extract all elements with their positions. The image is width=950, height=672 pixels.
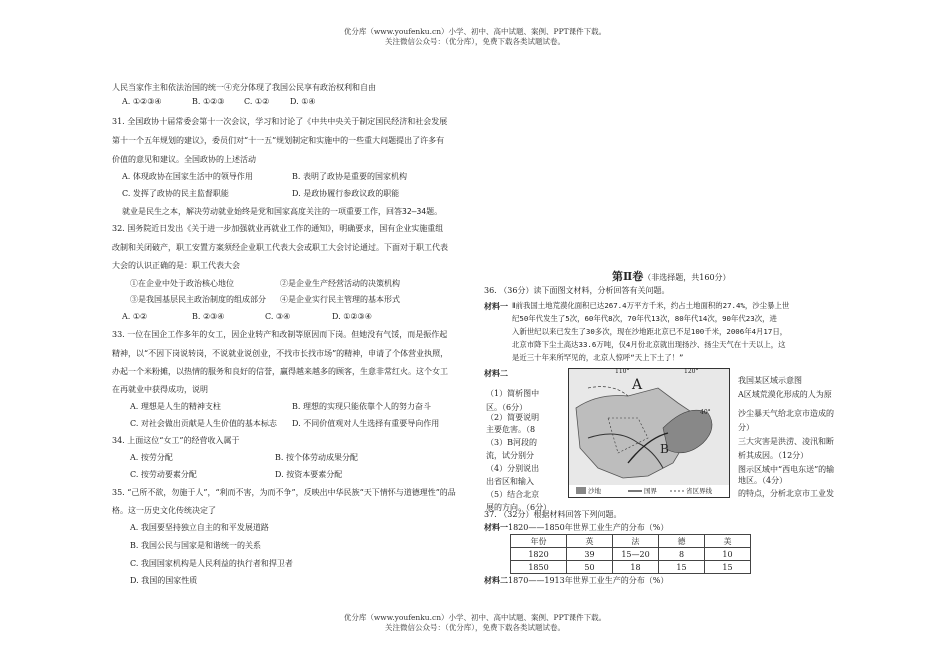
map-label-a: A (632, 377, 643, 393)
q33-line-3: 办起一个米粉摊，以热情的服务和良好的信誉，赢得越来越多的顾客，生意非常红火。这个女工 (112, 367, 448, 376)
table-cell: 1820 (511, 548, 567, 561)
table-header-cell: 英 (567, 535, 613, 548)
q36-material-1-line-3: 入新世纪以来已发生了30多次，现在沙地距北京已不足100千米，2006年4月17日， (512, 327, 788, 336)
q37-material-1-text: 1820——1850年世界工业生产的分布（%） (508, 523, 669, 532)
q32-statement-4: ④是企业实行民主管理的基本形式 (280, 295, 400, 304)
subq-line-10: 展的方向。（6分） (486, 503, 552, 512)
table-cell: 50 (567, 561, 613, 574)
q36-material-1-line-5: 是近三十年来所罕见的，北京人惊呼“天上下土了！” (512, 353, 684, 362)
q33-option-b: B. 理想的实现只能依靠个人的努力奋斗 (292, 402, 431, 411)
q29-tail: 人民当家作主和依法治国的统一④充分体现了我国公民享有政治权利和自由 (112, 83, 376, 92)
q32-option-d: D. ①②③④ (332, 312, 372, 321)
q32-statement-3: ③是我国基层民主政治制度的组成部分 (130, 295, 266, 304)
q37-material-2-label: 材料二 (484, 575, 508, 585)
side-line-6: 图示区域中“西电东送”的输 (738, 465, 835, 474)
section-title (612, 268, 731, 284)
q35-line-1: 35. “己所不欲，勿施于人”，“利而不害，为而不争”，反映出中华民族“天下情怀与道德理性”的品 (112, 488, 456, 497)
side-line-2: 沙尘暴天气给北京市造成的 (738, 409, 834, 418)
q35-option-d: D. 我国的国家性质 (130, 576, 198, 585)
q34-option-d: D. 按资本要素分配 (275, 470, 343, 479)
q32-line-1: 32. 国务院近日发出《关于进一步加强就业再就业工作的通知》，明确要求，国有企业实施重组 (112, 224, 444, 233)
subq-line-6: 流，试分别分 (486, 451, 534, 460)
legend-sand-swatch (576, 487, 586, 494)
map-label-lon-120: 120° (684, 368, 699, 375)
header-line-2: 关注微信公众号：（优分库），免费下载各类试题试卷。 (385, 37, 565, 46)
q33-line-1: 33. 一位在国企工作多年的女工，因企业转产和改制等原因而下岗。但她没有气馁，而是振作起 (112, 330, 448, 339)
side-line-5: 析其成因。（12分） (738, 451, 809, 460)
q36-material-1-line-2: 纪50年代发生了5次，60年代8次，70年代13次，80年代14次，90年代23次，进 (512, 314, 777, 323)
side-line-4: 三大灾害是洪涝、凌汛和断 (738, 437, 834, 446)
q31-option-c: C. 发挥了政协的民主监督职能 (122, 189, 229, 198)
subq-line-7: （4）分别说出 (486, 464, 540, 473)
q33-option-c: C. 对社会做出贡献是人生价值的基本标志 (130, 419, 277, 428)
q35-option-c: C. 我国国家机构是人民利益的执行者和捍卫者 (130, 559, 293, 568)
q32-statement-1: ①在企业中处于政治核心地位 (130, 279, 234, 288)
subq-line-5: （3）B河段的 (486, 438, 537, 447)
section-title-sub: （非选择题，共160分） (643, 273, 731, 282)
q36-material-1-line-4: 北京市降下尘土高达33.6万吨，仅4月份北京就出现扬沙、扬尘天气在十天以上，这 (512, 340, 786, 349)
subq-line-2: 区。（6分） (486, 403, 528, 412)
table-cell: 10 (705, 548, 751, 561)
q37-material-2-text: 1870——1913年世界工业生产的分布（%） (508, 576, 669, 585)
legend-province-label: 省区界线 (686, 487, 712, 495)
q36-stem: 36. （36分）读下面图文材料，分析回答有关问题。 (484, 286, 670, 295)
region-map (568, 368, 730, 498)
side-line-7: 地区。（4分） (738, 476, 788, 485)
q32-statement-2: ②是企业生产经营活动的决策机构 (280, 279, 400, 288)
header-line-1: 优分库（www.youfenku.cn）小学、初中、高中试题、案例、PPT课件下载。 (343, 27, 607, 36)
subq-line-8: 出省区和输入 (486, 477, 534, 486)
table-row (511, 561, 751, 574)
table-cell: 39 (567, 548, 613, 561)
q37-material-1 (484, 522, 668, 533)
table-cell: 15 (705, 561, 751, 574)
side-line-1: A区域荒漠化形成的人为原 (738, 390, 832, 399)
q34-option-c: C. 按劳动要素分配 (130, 470, 197, 479)
subq-line-9: （5）结合北京 (486, 490, 540, 499)
q32-line-2: 改制和关闭破产，职工安置方案须经企业职工代表大会或职工大会讨论通过。下面对于职工代表 (112, 243, 448, 252)
table-cell: 15—20 (613, 548, 659, 561)
table-cell: 1850 (511, 561, 567, 574)
table-header-cell: 美 (705, 535, 751, 548)
q31-line-1: 31. 全国政协十届常委会第十一次会议，学习和讨论了《中共中央关于制定国民经济和社会发展 (112, 117, 448, 126)
subq-line-1: （1）简析图中 (486, 389, 540, 398)
q36-material-1-label: 材料一 (484, 301, 508, 311)
q33-line-2: 精神，以“不因下岗说转岗，不说就业说创业，不找市长找市场”的精神，申请了个体营业执照， (112, 349, 449, 358)
q34-option-a: A. 按劳分配 (130, 453, 173, 462)
q30-option-c: C. ①② (244, 97, 270, 106)
table-header-cell: 德 (659, 535, 705, 548)
q36-material-1-line-1: Ⅱ前我国土地荒漠化面积已达267.4万平方千米，约占土地面积的27.4%，沙尘暴上世 (512, 301, 790, 310)
table-cell: 18 (613, 561, 659, 574)
legend-border-label: 国界 (644, 487, 657, 495)
stem-32-34: 就业是民生之本，解决劳动就业始终是党和国家高度关注的一项重要工作，回答32—34题。 (122, 207, 443, 216)
table-cell: 15 (659, 561, 705, 574)
q35-option-b: B. 我国公民与国家是和谐统一的关系 (130, 541, 261, 550)
q32-option-c: C. ③④ (265, 312, 291, 321)
map-label-b: B (660, 442, 669, 456)
subq-line-3: （2）简要说明 (486, 413, 540, 422)
side-line-8: 的特点，分析北京市工业发 (738, 489, 834, 498)
footer-line-2: 关注微信公众号：（优分库），免费下载各类试题试卷。 (385, 623, 565, 632)
q33-line-4: 在再就业中获得成功，说明 (112, 385, 208, 394)
q31-option-b: B. 表明了政协是重要的国家机构 (292, 172, 407, 181)
q36-material-2-label: 材料二 (484, 368, 508, 378)
q34-option-b: B. 按个体劳动成果分配 (275, 453, 358, 462)
subq-line-4: 主要危害。（8 (486, 425, 536, 434)
table-cell: 8 (659, 548, 705, 561)
q32-option-a: A. ①② (122, 312, 148, 321)
map-label-lon-110: 110° (615, 368, 630, 375)
q35-option-a: A. 我国要坚持独立自主的和平发展道路 (130, 523, 269, 532)
q37-stem: 37. （32分）根据材料回答下列问题。 (484, 510, 622, 519)
q31-line-2: 第十一个五年规划的建议》，委员们对“十一五”规划制定和实施中的一些重大问题提出了许多有 (112, 136, 445, 145)
q32-option-b: B. ②③④ (192, 312, 225, 321)
q31-option-d: D. 是政协履行参政议政的职能 (292, 189, 400, 198)
industry-share-table (510, 534, 751, 574)
table-header-cell: 法 (613, 535, 659, 548)
legend-sand-label: 沙地 (588, 487, 601, 495)
map-caption: 我国某区域示意图 (738, 376, 802, 385)
q35-line-2: 格。这一历史文化传统决定了 (112, 506, 216, 515)
q31-line-3: 价值的意见和建议。全国政协的上述活动 (112, 155, 256, 164)
q34-stem: 34. 上面这位“女工”的经营收入属于 (112, 436, 240, 445)
q30-option-b: B. ①②③ (192, 97, 225, 106)
section-title-main: 第Ⅱ卷 (612, 270, 644, 283)
side-line-3: 分） (738, 423, 754, 432)
table-row (511, 548, 751, 561)
q30-option-a: A. ①②③④ (122, 97, 162, 106)
table-header-cell: 年份 (511, 535, 567, 548)
footer-line-1: 优分库（www.youfenku.cn）小学、初中、高中试题、案例、PPT课件下载。 (343, 613, 607, 622)
q33-option-a: A. 理想是人生的精神支柱 (130, 402, 221, 411)
q37-material-1-label: 材料一 (484, 522, 508, 532)
q37-material-2 (484, 575, 668, 586)
table-header-row (511, 535, 751, 548)
q33-option-d: D. 不同价值观对人生选择有重要导向作用 (292, 419, 440, 428)
q31-option-a: A. 体现政协在国家生活中的领导作用 (122, 172, 253, 181)
q32-line-3: 大会的认识正确的是：职工代表大会 (112, 261, 240, 270)
q30-option-d: D. ①④ (290, 97, 316, 106)
map-label-lat-40: 40° (700, 409, 711, 416)
